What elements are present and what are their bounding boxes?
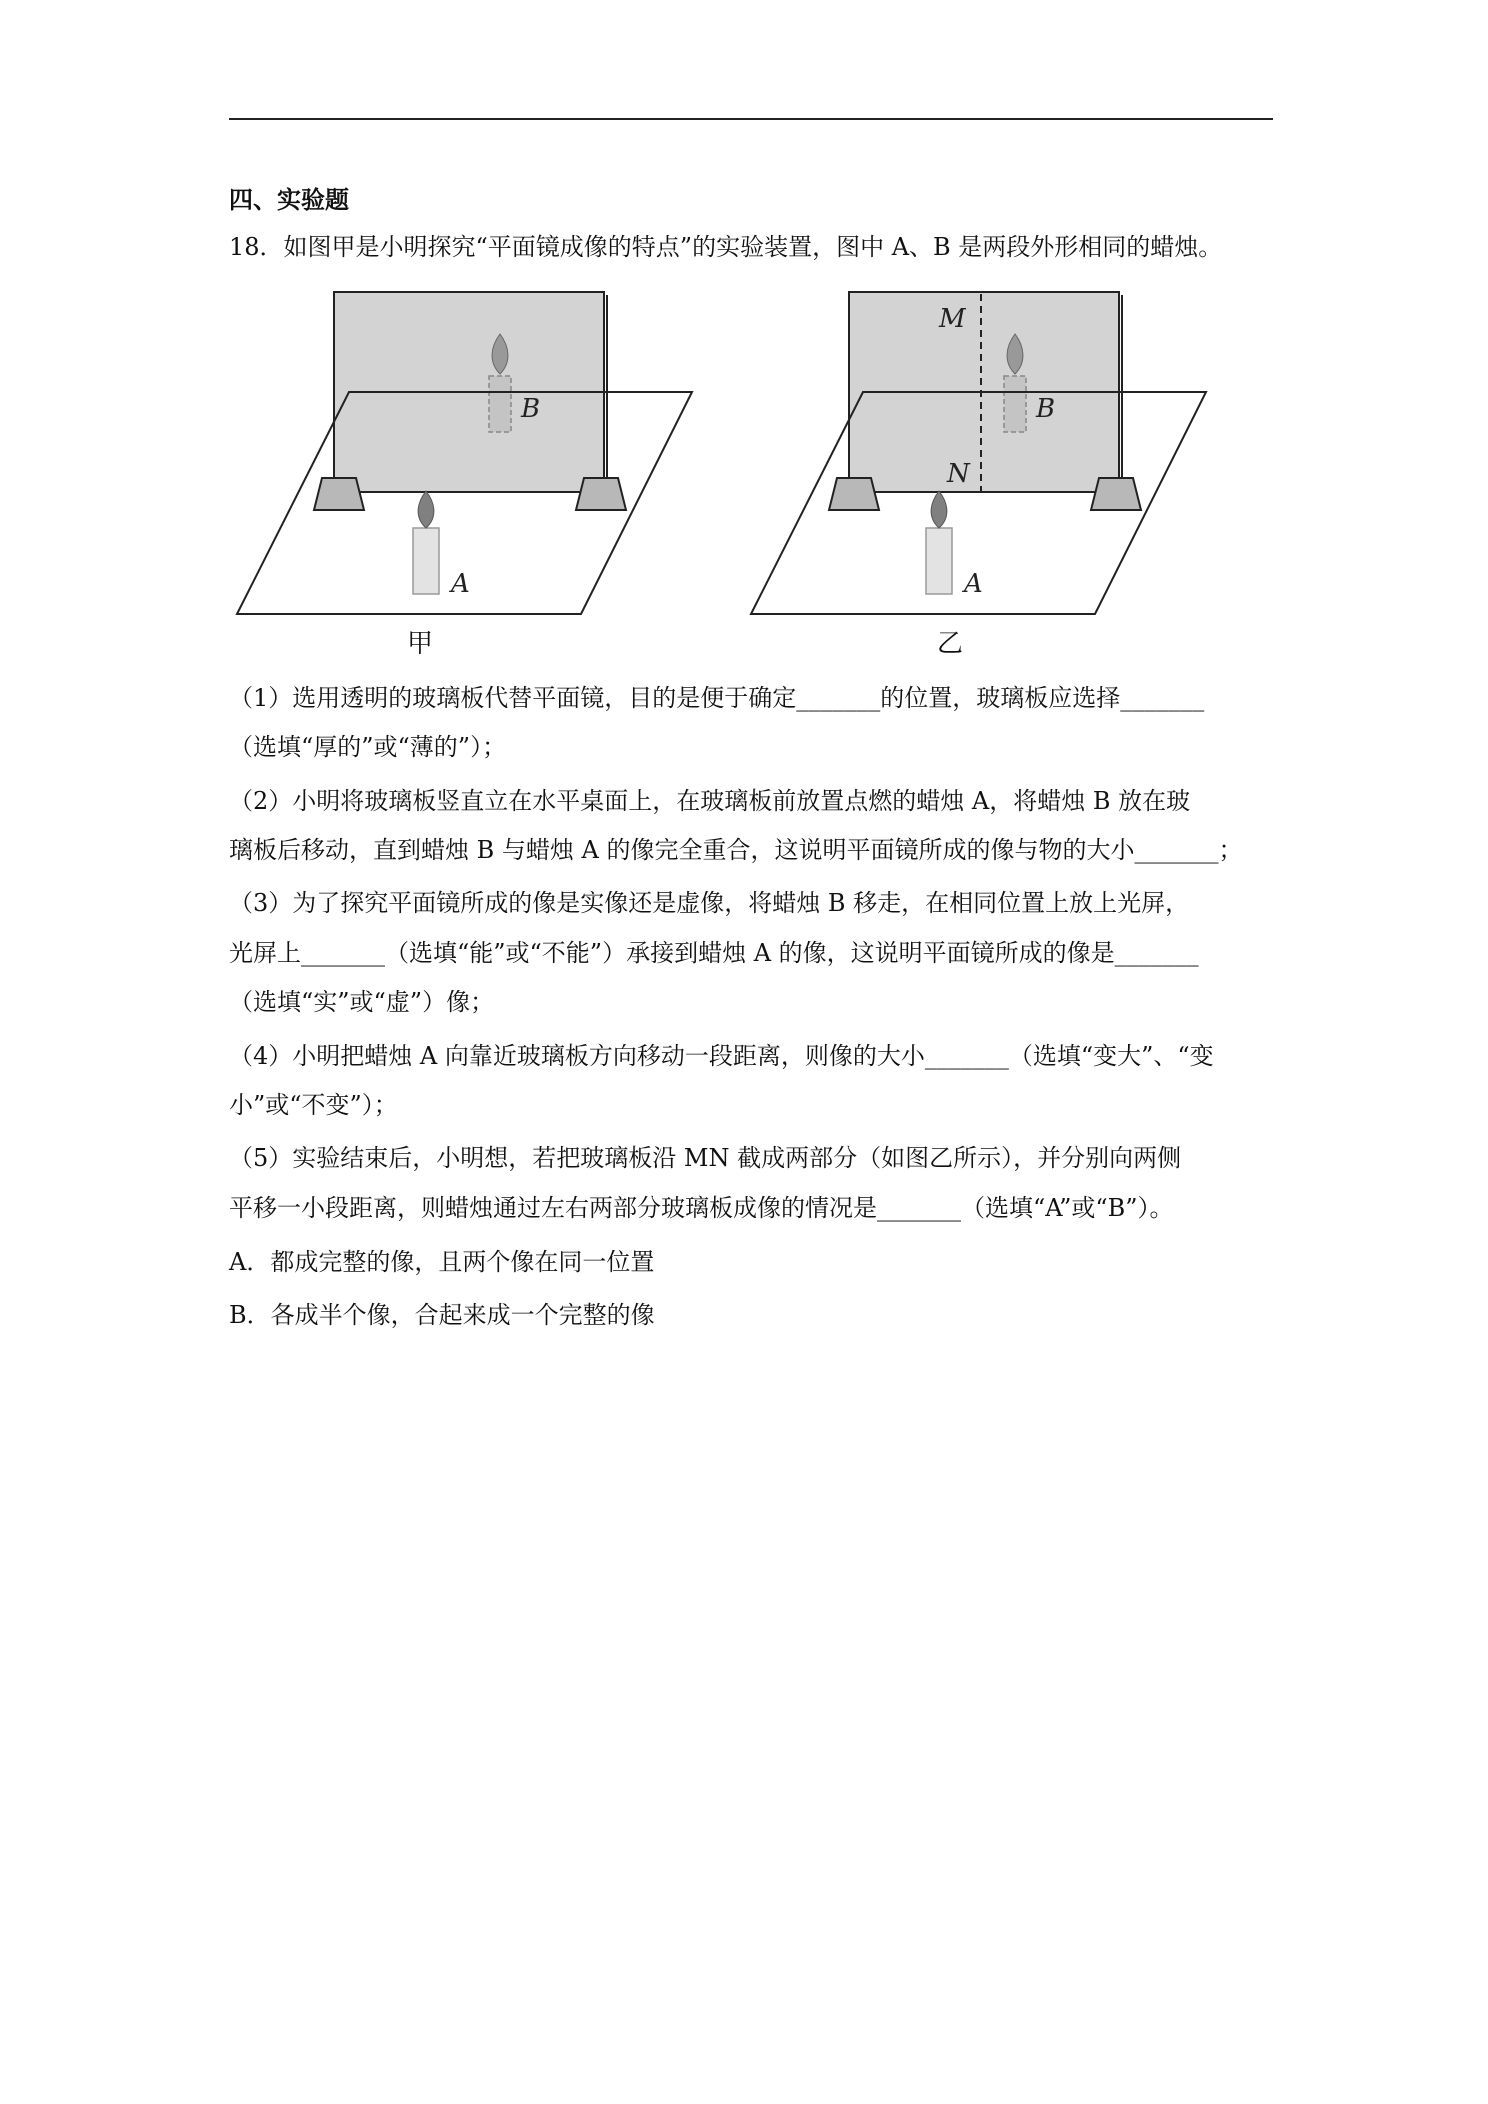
candle-b-label: B bbox=[1036, 394, 1056, 424]
left-stand bbox=[314, 478, 364, 510]
question-line: 光屏上_______（选填“能”或“不能”）承接到蜡烛 A 的像，这说明平面镜所成的像是_______ bbox=[229, 939, 1199, 967]
figure-caption-right: 乙 bbox=[937, 629, 964, 659]
right-stand bbox=[1091, 478, 1141, 510]
question-line: 璃板后移动，直到蜡烛 B 与蜡烛 A 的像完全重合，这说明平面镜所成的像与物的大小_______； bbox=[229, 836, 1243, 864]
option-a: A．都成完整的像，且两个像在同一位置 bbox=[229, 1248, 655, 1276]
label-n: N bbox=[947, 459, 970, 489]
candle-a bbox=[413, 528, 439, 594]
question-intro: 18．如图甲是小明探究“平面镜成像的特点”的实验装置，图中 A、B 是两段外形相同的蜡烛。 bbox=[229, 233, 1223, 261]
candle-b bbox=[489, 376, 511, 432]
candle-b-label: B bbox=[521, 394, 541, 424]
candle-a-label: A bbox=[964, 569, 983, 599]
question-line: （4）小明把蜡烛 A 向靠近玻璃板方向移动一段距离，则像的大小_______（选填“变大”、“变 bbox=[229, 1042, 1214, 1070]
candle-a bbox=[926, 528, 952, 594]
left-stand bbox=[829, 478, 879, 510]
question-line: （3）为了探究平面镜所成的像是实像还是虚像，将蜡烛 B 移走，在相同位置上放上光屏， bbox=[229, 889, 1190, 917]
question-line: （5）实验结束后，小明想，若把玻璃板沿 MN 截成两部分（如图乙所示），并分别向两侧 bbox=[229, 1144, 1182, 1172]
question-line: （选填“厚的”或“薄的”）； bbox=[229, 733, 507, 761]
figure-right bbox=[751, 292, 1206, 659]
candle-a-flame-icon bbox=[931, 491, 947, 528]
right-stand bbox=[576, 478, 626, 510]
question-line: （选填“实”或“虚”）像； bbox=[229, 988, 495, 1016]
experiment-figure bbox=[229, 282, 1229, 662]
question-line: （1）选用透明的玻璃板代替平面镜，目的是便于确定_______的位置，玻璃板应选择_______ bbox=[229, 684, 1205, 712]
question-line: 小”或“不变”）； bbox=[229, 1091, 398, 1119]
figure-left bbox=[237, 292, 692, 659]
question-line: 平移一小段距离，则蜡烛通过左右两部分玻璃板成像的情况是_______（选填“A”或“B”）。 bbox=[229, 1194, 1174, 1222]
candle-a-flame-icon bbox=[418, 491, 434, 528]
figure-caption-left: 甲 bbox=[407, 629, 434, 659]
question-line: （2）小明将玻璃板竖直立在水平桌面上，在玻璃板前放置点燃的蜡烛 A，将蜡烛 B 放在玻 bbox=[229, 787, 1191, 815]
option-b: B．各成半个像，合起来成一个完整的像 bbox=[229, 1301, 655, 1329]
candle-b bbox=[1004, 376, 1026, 432]
header-rule bbox=[229, 118, 1273, 120]
candle-a-label: A bbox=[451, 569, 470, 599]
label-m: M bbox=[939, 304, 966, 334]
section-title: 四、实验题 bbox=[229, 186, 349, 214]
